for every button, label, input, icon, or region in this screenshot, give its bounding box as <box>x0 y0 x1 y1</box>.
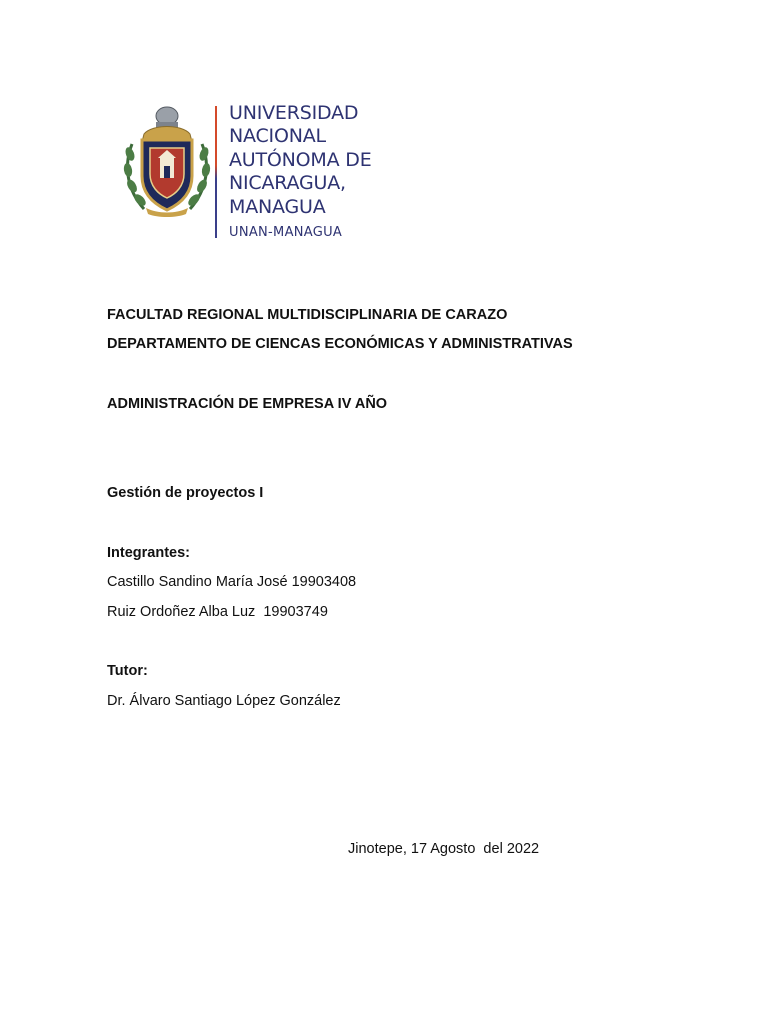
member-name: Castillo Sandino María José 19903408 <box>107 574 357 590</box>
place-date: Jinotepe, 17 Agosto del 2022 <box>348 841 540 857</box>
member-name: Ruiz Ordoñez Alba Luz 19903749 <box>107 604 328 620</box>
logo-line: AUTÓNOMA DE <box>229 148 372 171</box>
program-heading: ADMINISTRACIÓN DE EMPRESA IV AÑO <box>107 396 388 412</box>
logo-line: MANAGUA <box>229 195 326 218</box>
logo-line: UNIVERSIDAD <box>229 102 359 124</box>
department-heading: DEPARTAMENTO DE CIENCAS ECONÓMICAS Y ADMINISTRATIVAS <box>107 336 573 352</box>
faculty-heading: FACULTAD REGIONAL MULTIDISCIPLINARIA DE CARAZO <box>107 307 508 323</box>
logo-line: NICARAGUA, <box>229 172 346 195</box>
tutor-name: Dr. Álvaro Santiago López González <box>107 693 341 709</box>
members-label: Integrantes: <box>107 545 190 561</box>
university-crest-icon <box>122 104 212 219</box>
university-logo-text <box>229 102 372 240</box>
logo-abbreviation: UNAN-MANAGUA <box>229 225 343 241</box>
logo-divider <box>215 106 217 238</box>
logo-line: NACIONAL <box>229 125 326 148</box>
course-title: Gestión de proyectos I <box>107 485 264 501</box>
tutor-label: Tutor: <box>107 663 148 679</box>
